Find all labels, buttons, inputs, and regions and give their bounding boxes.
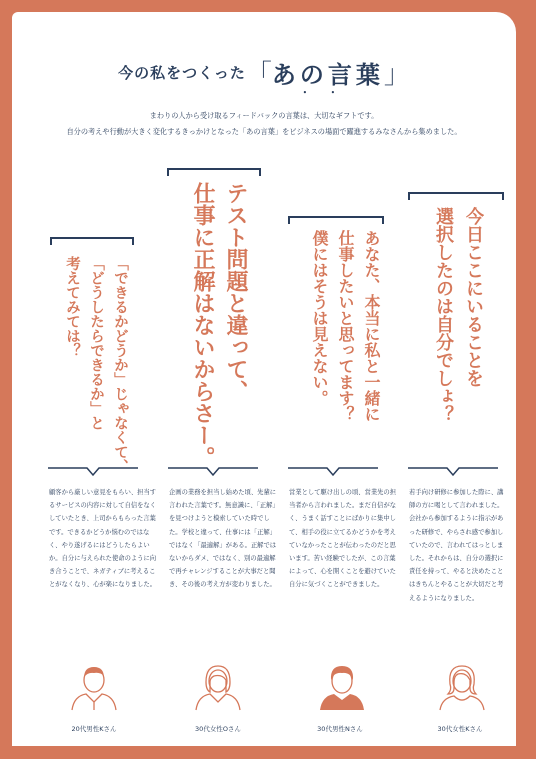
column-4-caption: 30代女性Kさん — [437, 725, 483, 733]
column-4-body: 若手向け研修に参加した際に、講師の方に喝として言われました。会社から参加するように指示があった研修で、やらされ感で参加していたので、言われてはっとしました。それからは、自分の選択に責任を持って、やると決めたことはきちんとやることが大切だと考えるようになりました。 — [409, 489, 504, 602]
quote-line: 仕事したいと思ってます？ — [336, 230, 355, 422]
quote-line: 今日ここにいることを — [463, 207, 484, 387]
column-3-body: 営業として駆け出しの頃、営業先の担当者から言われました。まだ自信がなく、うまく話すことにばかりに集中して、相手の役に立てるかどうかを考えていなかったことが伝わったのだと思います。苦い経験でしたが、この言葉によって、心を開くことを避けていた自分に気づくことができました。 — [289, 489, 397, 589]
quote-line: 考えてみては？ — [64, 256, 80, 358]
quote-line: テスト問題と違って、 — [223, 182, 248, 402]
column-2-caption: 30代女性Oさん — [195, 725, 241, 733]
quote-line: あなた、本当に私と一緒に — [362, 230, 381, 422]
person-avatar-icon — [436, 660, 488, 712]
title-prefix: 今の私をつくった — [118, 64, 246, 82]
intro-line-2: 自分の考えや行動が大きく変化するきっかけとなった「あの言葉」をビジネスの場面で躍進するみなさんから集めました。 — [66, 127, 462, 136]
quote-line: 選択したのは自分でしょ？ — [433, 207, 454, 423]
column-1-body: 顧客から厳しい意見をもらい、担当するサービスの内容に対して自信をなくしていたとき、上司からもらった言葉です。できるかどうか悩むのではなく、やり遂げるにはどうしたらよいか。自分に与えられた使命のように向き合うことで、ネガティブに考えることがなくなり、心が楽になりました。 — [49, 489, 157, 589]
quote-line: 仕事に正解はないからさー。 — [190, 182, 215, 468]
column-1-quote — [60, 256, 132, 474]
title-main — [271, 61, 384, 99]
quote-line: 僕にはそうは見えない。 — [310, 230, 329, 406]
divider-chevron-icon — [408, 467, 498, 479]
page-title — [12, 54, 516, 99]
intro-line-1: まわりの人から受け取るフィードバックの言葉は、大切なギフトです。 — [149, 111, 379, 120]
title-main-text: あの言葉 — [271, 61, 384, 89]
quote-line: 「できるかどうか」じゃなくて、 — [112, 256, 128, 474]
column-4-quote — [428, 207, 488, 462]
intro-text — [12, 108, 516, 140]
column-3-quote — [306, 230, 384, 460]
divider-chevron-icon — [168, 467, 258, 479]
column-3-top-bar — [290, 216, 382, 224]
person-avatar-icon — [192, 660, 244, 712]
column-3-caption: 30代男性Nさん — [317, 725, 363, 733]
column-2-body: 企画の業務を担当し始めた頃、先輩に言われた言葉です。無意識に、「正解」を見つけようと模索していた時でした。学校と違って、仕事には「正解」ではなく「最適解」がある。正解ではないからダメ、ではなく、別の最適解で再チャレンジすることが大事だと聞き、その後の考え方が変わりました。 — [169, 489, 277, 589]
title-open-bracket: 「 — [245, 60, 272, 90]
column-2-top-bar — [169, 168, 259, 176]
quote-line: 「どうしたらできるか」と — [88, 256, 104, 430]
divider-chevron-icon — [288, 467, 378, 479]
divider-chevron-icon — [48, 467, 138, 479]
article-page — [12, 12, 516, 759]
person-avatar-icon — [316, 660, 368, 712]
person-avatar-icon — [68, 660, 120, 712]
column-2-quote — [186, 182, 252, 468]
bottom-band — [12, 746, 516, 759]
title-emphasis-dots: ・・ — [299, 88, 356, 99]
title-close-bracket: 」 — [383, 60, 410, 90]
column-1-caption: 20代男性Kさん — [71, 725, 117, 733]
column-4-top-bar — [410, 192, 502, 200]
column-1-top-bar — [52, 237, 132, 245]
